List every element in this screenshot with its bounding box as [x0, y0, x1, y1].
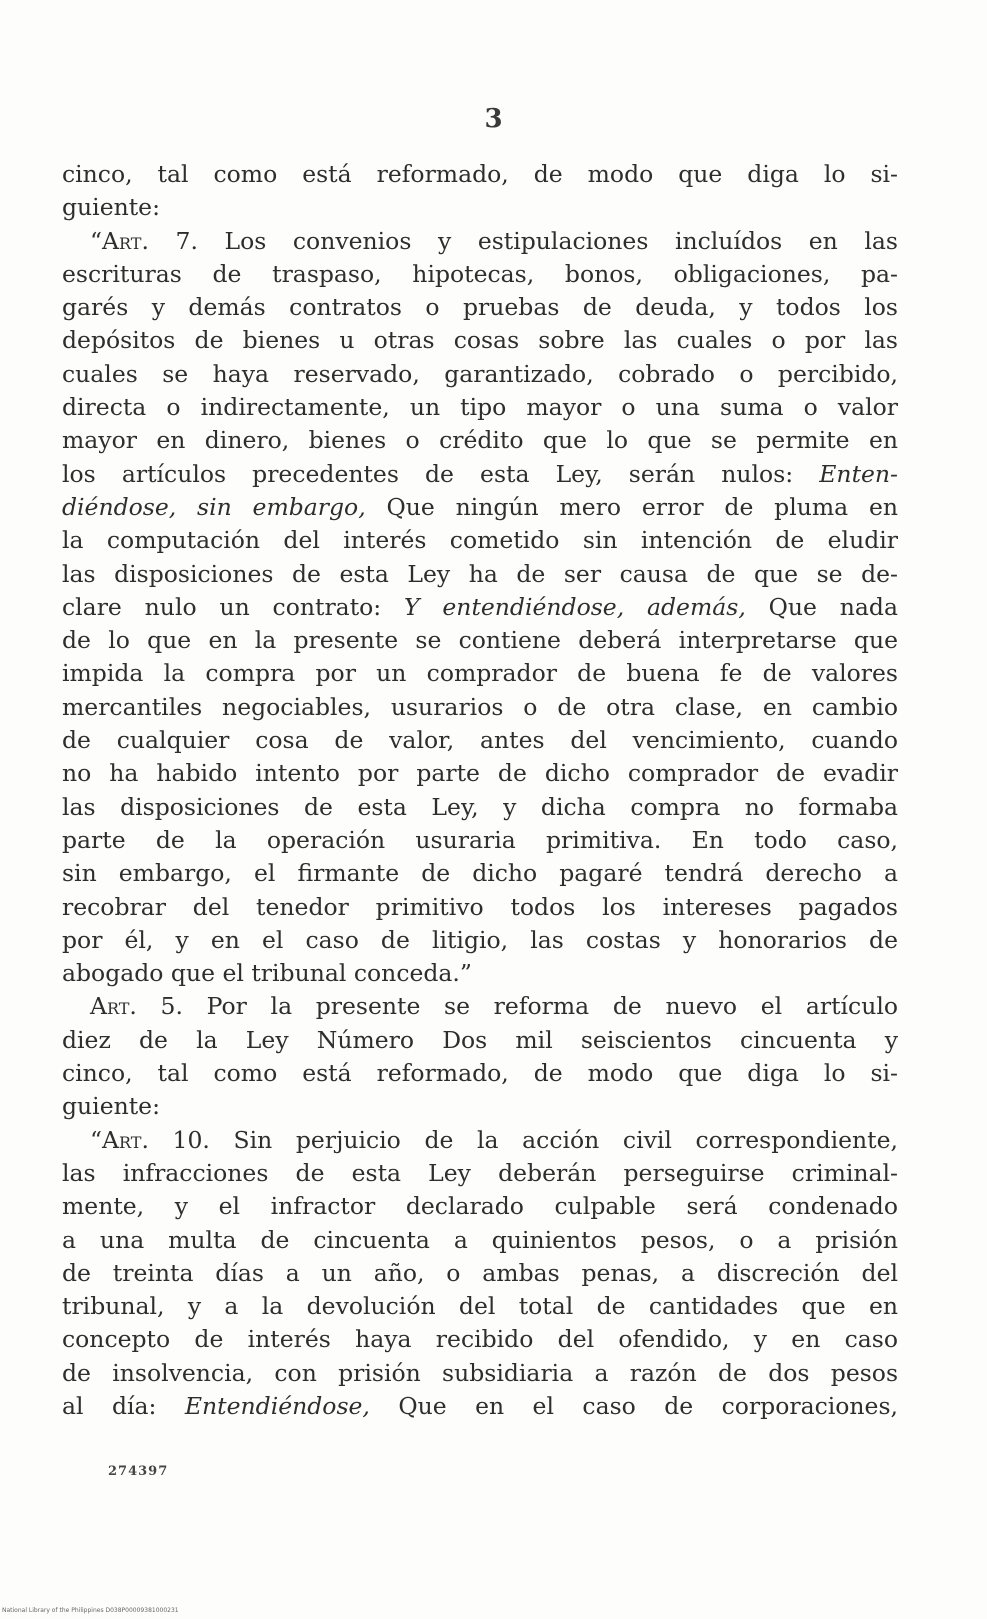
line-text: mercantiles negociables, usurarios o de otra clase, en cambio: [62, 692, 898, 721]
text-line: [62, 591, 898, 624]
text-line: [62, 1390, 898, 1423]
text-line: [62, 1090, 898, 1123]
text-line: [62, 1157, 898, 1190]
article-label: Art: [102, 1125, 142, 1154]
line-text: no ha habido intento por parte de dicho comprador de evadir: [62, 759, 898, 788]
line-text: Que ningún mero error de pluma en: [365, 492, 898, 521]
line-text: los artículos precedentes de esta Ley, serán nulos:: [62, 459, 820, 488]
text-line: [62, 191, 898, 224]
line-text: de cualquier cosa de valor, antes del vencimiento, cuando: [62, 726, 898, 755]
text-line: [62, 291, 898, 324]
line-text: clare nulo un contrato:: [62, 592, 405, 621]
italic-text: Enten-: [819, 459, 898, 488]
text-line: [62, 1323, 898, 1356]
line-text: sin embargo, el firmante de dicho pagaré tendrá derecho a: [62, 859, 898, 888]
line-text: . 7. Los convenios y estipulaciones incluídos en las: [141, 226, 898, 255]
text-line: [62, 1290, 898, 1323]
line-text: escrituras de traspaso, hipotecas, bonos, obligaciones, pa-: [62, 259, 898, 288]
text-line: [62, 158, 898, 191]
line-text: cuales se haya reservado, garantizado, cobrado o percibido,: [62, 359, 898, 388]
line-text: directa o indirectamente, un tipo mayor o una suma o valor: [62, 393, 898, 422]
line-text: recobrar del tenedor primitivo todos los intereses pagados: [62, 892, 898, 921]
text-line: [62, 458, 898, 491]
line-text: cinco, tal como está reformado, de modo que diga lo si-: [62, 1059, 898, 1088]
line-text: las infracciones de esta Ley deberán perseguirse criminal-: [62, 1158, 898, 1187]
line-text: de lo que en la presente se contiene deberá interpretarse que: [62, 626, 898, 655]
italic-text: diéndose, sin embargo,: [62, 492, 366, 521]
line-text: garés y demás contratos o pruebas de deuda, y todos los: [62, 293, 898, 322]
text-line: [62, 258, 898, 291]
line-text: “: [90, 226, 103, 255]
text-line: [62, 990, 898, 1023]
text-line: [62, 691, 898, 724]
line-text: por él, y en el caso de litigio, las costas y honorarios de: [62, 925, 898, 954]
text-line: [62, 724, 898, 757]
line-text: tribunal, y a la devolución del total de cantidades que en: [62, 1292, 898, 1321]
footer-code: 274397: [108, 1464, 169, 1479]
text-line: [62, 957, 898, 990]
text-line: [62, 1224, 898, 1257]
text-line: [62, 924, 898, 957]
text-line: [62, 1024, 898, 1057]
italic-text: Entendiéndose,: [184, 1391, 370, 1420]
text-line: [62, 757, 898, 790]
text-line: [62, 491, 898, 524]
text-line: [62, 1257, 898, 1290]
line-text: cinco, tal como está reformado, de modo que diga lo si-: [62, 160, 898, 188]
text-line: [62, 857, 898, 890]
text-line: [62, 624, 898, 657]
italic-text: Y entendiéndose, además,: [404, 592, 746, 621]
line-text: mayor en dinero, bienes o crédito que lo que se permite en: [62, 426, 898, 455]
line-text: guiente:: [62, 193, 161, 222]
text-line: [62, 324, 898, 357]
text-line: [62, 558, 898, 591]
line-text: al día:: [62, 1391, 185, 1420]
text-line: [62, 891, 898, 924]
line-text: mente, y el infractor declarado culpable será condenado: [62, 1192, 898, 1221]
body-text: [62, 158, 898, 1423]
line-text: guiente:: [62, 1092, 161, 1121]
line-text: de insolvencia, con prisión subsidiaria a razón de dos pesos: [62, 1358, 898, 1387]
text-line: [62, 358, 898, 391]
text-line: [62, 657, 898, 690]
line-text: las disposiciones de esta Ley ha de ser causa de que se de-: [62, 559, 898, 588]
text-line: [62, 1190, 898, 1223]
line-text: a una multa de cincuenta a quinientos pesos, o a prisión: [62, 1225, 898, 1254]
line-text: impida la compra por un comprador de buena fe de valores: [62, 659, 898, 688]
text-line: [62, 524, 898, 557]
line-text: diez de la Ley Número Dos mil seiscientos cincuenta y: [62, 1025, 898, 1054]
line-text: depósitos de bienes u otras cosas sobre las cuales o por las: [62, 326, 898, 355]
article-label: Art: [102, 226, 142, 255]
text-line: [62, 1057, 898, 1090]
line-text: de treinta días a un año, o ambas penas, a discreción del: [62, 1258, 898, 1287]
line-text: . 10. Sin perjuicio de la acción civil correspondiente,: [141, 1125, 898, 1154]
line-text: . 5. Por la presente se reforma de nuevo el artículo: [129, 992, 898, 1021]
text-line: [62, 1357, 898, 1390]
text-line: [62, 824, 898, 857]
text-line: [62, 1124, 898, 1157]
text-line: [62, 225, 898, 258]
article-label: Art: [90, 992, 130, 1021]
text-line: [62, 424, 898, 457]
text-line: [62, 391, 898, 424]
library-imprint: National Library of the Philippines D038P00009381000231: [2, 1607, 179, 1614]
line-text: concepto de interés haya recibido del ofendido, y en caso: [62, 1325, 898, 1354]
line-text: parte de la operación usuraria primitiva. En todo caso,: [62, 825, 898, 854]
line-text: la computación del interés cometido sin intención de eludir: [62, 526, 898, 555]
line-text: Que nada: [745, 592, 898, 621]
page-number: 3: [484, 104, 503, 134]
text-line: [62, 791, 898, 824]
line-text: abogado que el tribunal conceda.”: [62, 959, 472, 988]
line-text: Que en el caso de corporaciones,: [369, 1391, 898, 1420]
line-text: las disposiciones de esta Ley, y dicha compra no formaba: [62, 792, 898, 821]
line-text: “: [90, 1125, 103, 1154]
